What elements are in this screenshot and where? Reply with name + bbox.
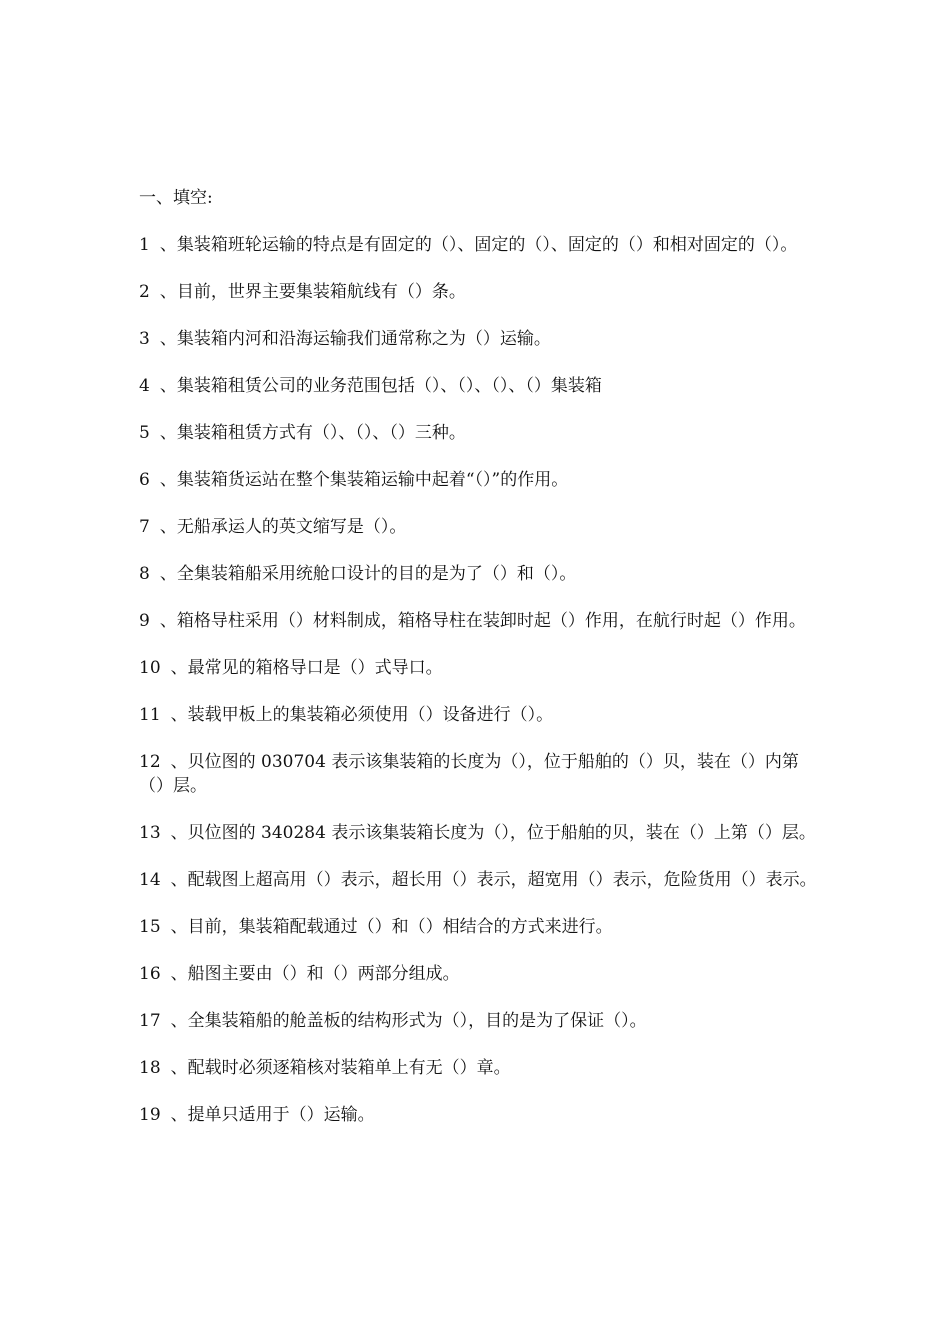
question-text: 、集装箱租赁公司的业务范围包括（）、（）、（）、（）集装箱 xyxy=(159,376,602,396)
question-item xyxy=(139,915,819,939)
question-text: 、无船承运人的英文缩写是（）。 xyxy=(159,517,407,537)
question-number: 5 xyxy=(139,423,150,443)
question-item xyxy=(139,962,819,986)
question-number: 15 xyxy=(139,917,161,937)
question-text: 、集装箱内河和沿海运输我们通常称之为（）运输。 xyxy=(159,329,551,349)
question-text: 、目前，世界主要集装箱航线有（）条。 xyxy=(159,282,466,302)
question-number: 16 xyxy=(139,964,161,984)
question-text: 、最常见的箱格导口是（）式导口。 xyxy=(170,658,443,678)
question-number: 17 xyxy=(139,1011,161,1031)
question-number: 19 xyxy=(139,1105,161,1125)
question-text: 、集装箱租赁方式有（）、（）、（）三种。 xyxy=(159,423,466,443)
question-item xyxy=(139,327,819,351)
question-number: 7 xyxy=(139,517,150,537)
question-item xyxy=(139,821,819,845)
question-item xyxy=(139,468,819,492)
question-item xyxy=(139,609,819,633)
question-text: 、船图主要由（）和（）两部分组成。 xyxy=(170,964,460,984)
question-text: 、配载时必须逐箱核对装箱单上有无（）章。 xyxy=(170,1058,511,1078)
question-number: 2 xyxy=(139,282,150,302)
question-item xyxy=(139,868,819,892)
question-text: 、集装箱班轮运输的特点是有固定的（）、固定的（）、固定的（）和相对固定的（）。 xyxy=(159,235,798,255)
question-number: 8 xyxy=(139,564,150,584)
question-number: 11 xyxy=(139,705,161,725)
question-item xyxy=(139,1056,819,1080)
question-number: 3 xyxy=(139,329,150,349)
question-item xyxy=(139,421,819,445)
question-item xyxy=(139,656,819,680)
question-item xyxy=(139,562,819,586)
question-text: 、目前，集装箱配载通过（）和（）相结合的方式来进行。 xyxy=(170,917,613,937)
question-item xyxy=(139,1103,819,1127)
question-text: 、配载图上超高用（）表示，超长用（）表示，超宽用（）表示，危险货用（）表示。 xyxy=(170,870,817,890)
question-item xyxy=(139,515,819,539)
question-number: 18 xyxy=(139,1058,161,1078)
question-item xyxy=(139,750,819,798)
question-text: 、贝位图的 340284 表示该集装箱长度为（），位于船舶的贝，装在（）上第（）层。 xyxy=(170,823,816,843)
question-number: 10 xyxy=(139,658,161,678)
question-number: 12 xyxy=(139,752,161,772)
question-number: 1 xyxy=(139,235,150,255)
question-number: 4 xyxy=(139,376,150,396)
question-text: 、装载甲板上的集装箱必须使用（）设备进行（）。 xyxy=(170,705,554,725)
question-text: 、全集装箱船采用统舱口设计的目的是为了（）和（）。 xyxy=(159,564,577,584)
question-item xyxy=(139,1009,819,1033)
question-number: 13 xyxy=(139,823,161,843)
question-item xyxy=(139,374,819,398)
question-text: 、箱格导柱采用（）材料制成，箱格导柱在装卸时起（）作用，在航行时起（）作用。 xyxy=(159,611,806,631)
question-item xyxy=(139,703,819,727)
question-text: 、集装箱货运站在整个集装箱运输中起着“（）”的作用。 xyxy=(159,470,569,490)
question-text: 、全集装箱船的舱盖板的结构形式为（），目的是为了保证（）。 xyxy=(170,1011,647,1031)
question-number: 6 xyxy=(139,470,150,490)
question-item xyxy=(139,233,819,257)
question-number: 14 xyxy=(139,870,161,890)
question-item xyxy=(139,280,819,304)
fill-in-blank-section xyxy=(139,186,819,1150)
question-number: 9 xyxy=(139,611,150,631)
question-text: 、提单只适用于（）运输。 xyxy=(170,1105,375,1125)
question-text: 、贝位图的 030704 表示该集装箱的长度为（），位于船舶的（）贝，装在（）内第（）层。 xyxy=(139,752,799,796)
section-heading: 一、填空: xyxy=(139,188,213,208)
